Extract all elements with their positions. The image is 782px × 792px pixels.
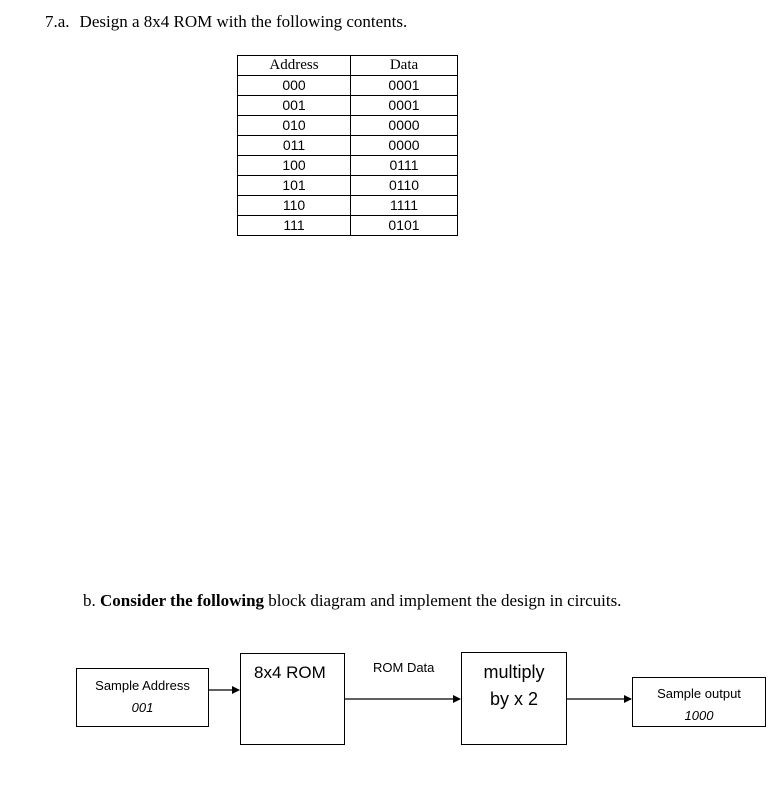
- multiply-block: [461, 652, 567, 745]
- address-cell: 111: [238, 216, 351, 236]
- data-cell: 0101: [351, 216, 458, 236]
- data-cell: 0000: [351, 136, 458, 156]
- address-header: Address: [238, 56, 351, 76]
- question-7a: [45, 12, 407, 32]
- multiply-label-line2: by x 2: [489, 689, 539, 709]
- rom-block: [240, 653, 345, 745]
- question-7b: [83, 591, 621, 611]
- address-cell: 101: [238, 176, 351, 196]
- sample-output-box: [632, 677, 766, 727]
- data-cell: 0000: [351, 116, 458, 136]
- address-cell: 110: [238, 196, 351, 216]
- rom-data-label: ROM Data: [373, 660, 435, 675]
- question-b-prefix: b.: [83, 591, 96, 610]
- data-cell: 1111: [351, 196, 458, 216]
- table-header-row: [238, 56, 458, 76]
- data-cell: 0001: [351, 96, 458, 116]
- table-row: [238, 196, 458, 216]
- sample-output-value: 1000: [684, 708, 714, 723]
- data-cell: 0001: [351, 76, 458, 96]
- multiply-label-line1: multiply: [483, 662, 545, 682]
- data-cell: 0111: [351, 156, 458, 176]
- sample-output-label: Sample output: [657, 686, 741, 701]
- address-cell: 010: [238, 116, 351, 136]
- table-row: [238, 96, 458, 116]
- data-header: Data: [351, 56, 458, 76]
- rom-block-label: 8x4 ROM: [254, 663, 326, 682]
- table-row: [238, 176, 458, 196]
- sample-address-box: [76, 668, 209, 727]
- address-cell: 000: [238, 76, 351, 96]
- table-row: [238, 136, 458, 156]
- rom-contents-table: [237, 55, 458, 236]
- address-cell: 011: [238, 136, 351, 156]
- sample-address-label: Sample Address: [95, 678, 190, 693]
- table-row: [238, 156, 458, 176]
- question-number: 7.a.: [45, 12, 70, 31]
- table-row: [238, 116, 458, 136]
- question-b-text: block diagram and implement the design in circuits.: [268, 591, 622, 610]
- address-cell: 001: [238, 96, 351, 116]
- sample-address-value: 001: [131, 700, 154, 715]
- question-text: Design a 8x4 ROM with the following contents.: [79, 12, 408, 31]
- data-cell: 0110: [351, 176, 458, 196]
- table-row: [238, 216, 458, 236]
- address-cell: 100: [238, 156, 351, 176]
- question-b-bold-text: Consider the following: [100, 591, 265, 610]
- table-row: [238, 76, 458, 96]
